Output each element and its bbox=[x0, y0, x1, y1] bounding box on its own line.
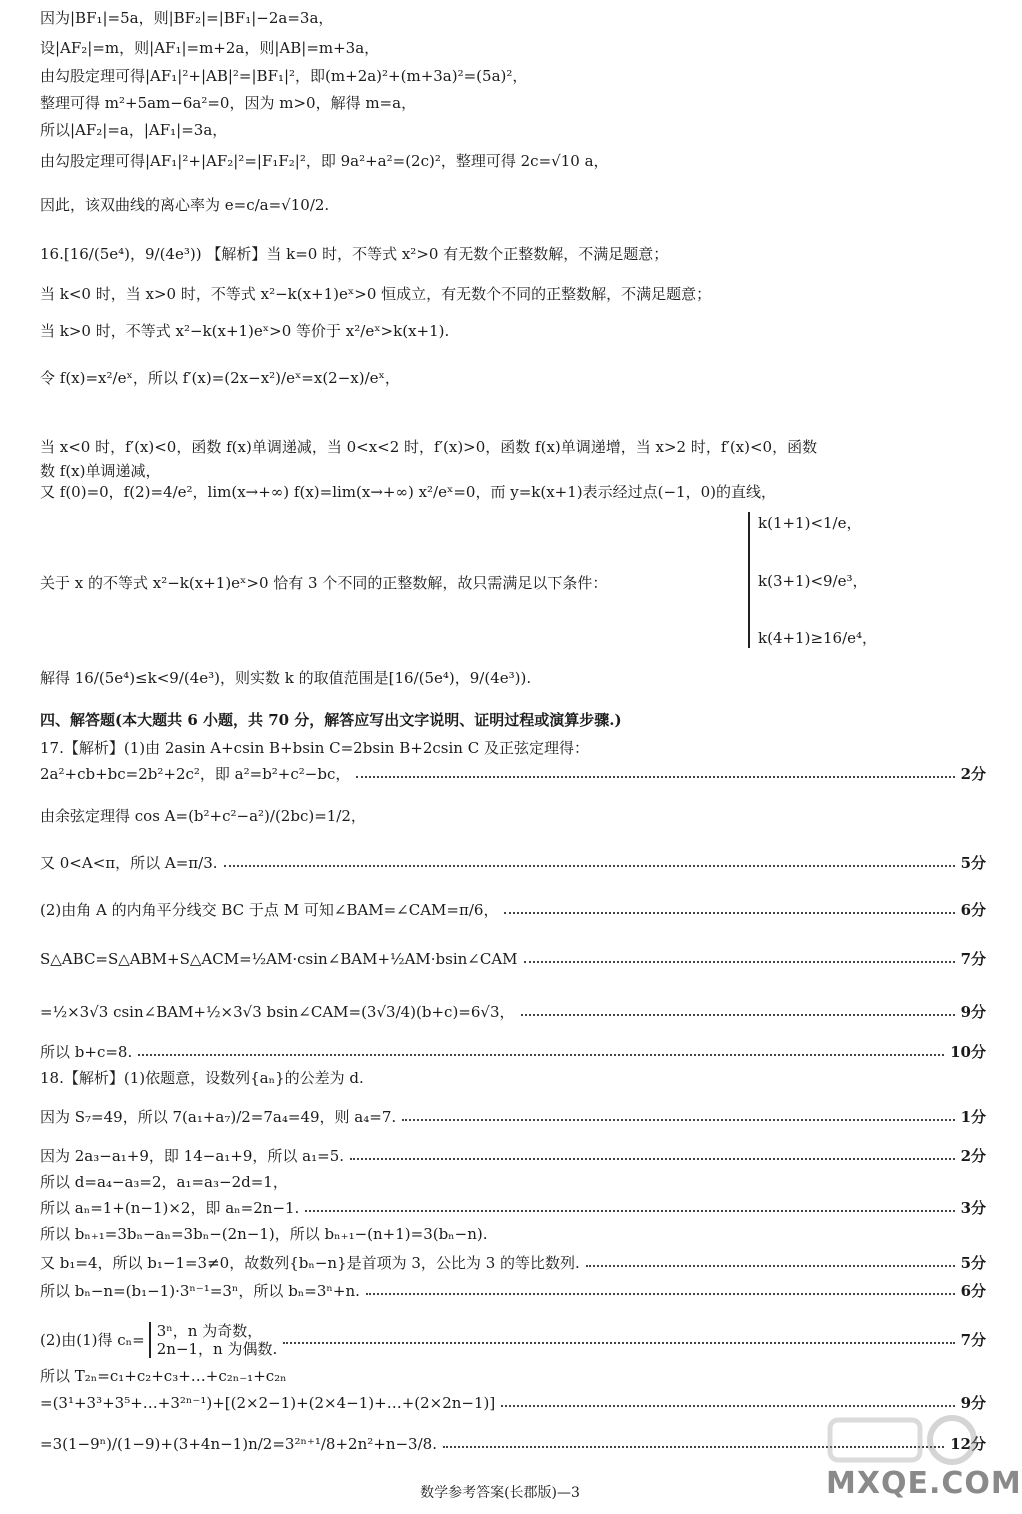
scored-line: 所以 aₙ=1+(n−1)×2，即 aₙ=2n−1. 3分 bbox=[40, 1199, 986, 1217]
score-label: 9分 bbox=[960, 1003, 986, 1021]
text-line: 当 k<0 时，当 x>0 时，不等式 x²−k(x+1)eˣ>0 恒成立，有无数个不同的正整数解，不满足题意； bbox=[40, 285, 712, 303]
text-line: 当 x<0 时，f′(x)<0，函数 f(x)单调递减，当 0<x<2 时，f′(x)>0，函数 f(x)单调递增，当 x>2 时，f′(x)<0，函数 bbox=[40, 438, 818, 456]
problem-17-header: 17.【解析】(1)由 2asin A+csin B+bsin C=2bsin B+2csin C 及正弦定理得： bbox=[40, 739, 589, 757]
score-label: 9分 bbox=[960, 1394, 986, 1412]
text-line: 由余弦定理得 cos A=(b²+c²−a²)/(2bc)=1/2， bbox=[40, 807, 366, 825]
score-label: 6分 bbox=[960, 901, 986, 919]
scored-line: 所以 bₙ−n=(b₁−1)·3ⁿ⁻¹=3ⁿ，所以 bₙ=3ⁿ+n. 6分 bbox=[40, 1282, 986, 1300]
score-label: 5分 bbox=[960, 1254, 986, 1272]
text-line: 因此，该双曲线的离心率为 e=c/a=√10/2. bbox=[40, 196, 330, 214]
page-footer: 数学参考答案(长郡版)—3 bbox=[420, 1485, 580, 1501]
score-label: 7分 bbox=[960, 1331, 986, 1349]
text-line: 由勾股定理可得|AF₁|²+|AF₂|²=|F₁F₂|²，即 9a²+a²=(2c)²，整理可得 2c=√10 a， bbox=[40, 152, 609, 170]
scored-line: (2)由角 A 的内角平分线交 BC 于点 M 可知∠BAM=∠CAM=π/6， 6分 bbox=[40, 901, 986, 919]
scored-line: 因为 2a₃−a₁+9，即 14−a₁+9，所以 a₁=5. 2分 bbox=[40, 1147, 986, 1165]
score-label: 5分 bbox=[960, 854, 986, 872]
text-line: 所以 d=a₄−a₃=2，a₁=a₃−2d=1， bbox=[40, 1173, 288, 1191]
text-line: 令 f(x)=x²/eˣ，所以 f′(x)=(2x−x²)/eˣ=x(2−x)/eˣ， bbox=[40, 369, 400, 387]
condition-2: k(3+1)<9/e³， bbox=[758, 571, 868, 590]
condition-1: k(1+1)<1/e， bbox=[758, 514, 862, 532]
problem-16-header: 16.[16/(5e⁴)，9/(4e³)) 【解析】当 k=0 时，不等式 x²>0 有无数个正整数解，不满足题意； bbox=[40, 245, 669, 263]
section-heading: 四、解答题(本大题共 6 小题，共 70 分，解答应写出文字说明、证明过程或演算步骤.) bbox=[40, 711, 622, 729]
text-line: 因为|BF₁|=5a，则|BF₂|=|BF₁|−2a=3a， bbox=[40, 9, 334, 27]
text-line: 整理可得 m²+5am−6a²=0，因为 m>0，解得 m=a， bbox=[40, 94, 417, 112]
text-line: 关于 x 的不等式 x²−k(x+1)eˣ>0 恰有 3 个不同的正整数解，故只需满足以下条件： bbox=[40, 574, 608, 592]
score-label: 1分 bbox=[960, 1108, 986, 1126]
score-label: 6分 bbox=[960, 1282, 986, 1300]
score-label: 3分 bbox=[960, 1199, 986, 1217]
score-label: 12分 bbox=[950, 1435, 986, 1453]
score-label: 2分 bbox=[960, 765, 986, 783]
text-line: 解得 16/(5e⁴)≤k<9/(4e³)，则实数 k 的取值范围是[16/(5e⁴)，9/(4e³)). bbox=[40, 669, 532, 687]
score-label: 7分 bbox=[960, 950, 986, 968]
text-line: 又 f(0)=0，f(2)=4/e²，lim(x→+∞) f(x)=lim(x→+∞) x²/eˣ=0，而 y=k(x+1)表示经过点(−1，0)的直线， bbox=[40, 483, 776, 501]
condition-3: k(4+1)≥16/e⁴， bbox=[758, 629, 878, 647]
text-line: 由勾股定理可得|AF₁|²+|AB|²=|BF₁|²，即(m+2a)²+(m+3a)²=(5a)²， bbox=[40, 67, 528, 85]
condition-system bbox=[748, 512, 877, 648]
watermark-text: MXQE.COM bbox=[826, 1466, 1022, 1501]
scored-line: =(3¹+3³+3⁵+…+3²ⁿ⁻¹)+[(2×2−1)+(2×4−1)+…+(2×2n−1)] 9分 bbox=[40, 1394, 986, 1412]
problem-18-header: 18.【解析】(1)依题意，设数列{aₙ}的公差为 d. bbox=[40, 1069, 364, 1087]
scored-line: S△ABC=S△ABM+S△ACM=½AM·csin∠BAM+½AM·bsin∠CAM 7分 bbox=[40, 950, 986, 968]
text-line: 所以|AF₂|=a，|AF₁|=3a， bbox=[40, 121, 228, 139]
scored-line: (2)由(1)得 cₙ= 3ⁿ，n 为奇数， 2n−1，n 为偶数. 7分 bbox=[40, 1322, 986, 1358]
text-line: 所以 T₂ₙ=c₁+c₂+c₃+…+c₂ₙ₋₁+c₂ₙ bbox=[40, 1367, 287, 1385]
scored-line: =3(1−9ⁿ)/(1−9)+(3+4n−1)n/2=3²ⁿ⁺¹/8+2n²+n−3/8. 12分 bbox=[40, 1435, 986, 1453]
text-line: 所以 bₙ₊₁=3bₙ−aₙ=3bₙ−(2n−1)，所以 bₙ₊₁−(n+1)=3(bₙ−n). bbox=[40, 1225, 488, 1243]
scored-line: 所以 b+c=8. 10分 bbox=[40, 1043, 986, 1061]
text-line: 当 k>0 时，不等式 x²−k(x+1)eˣ>0 等价于 x²/eˣ>k(x+1). bbox=[40, 322, 450, 340]
score-label: 10分 bbox=[950, 1043, 986, 1061]
piecewise-brace: 3ⁿ，n 为奇数， 2n−1，n 为偶数. bbox=[149, 1322, 278, 1358]
scored-line: 因为 S₇=49，所以 7(a₁+a₇)/2=7a₄=49，则 a₄=7. 1分 bbox=[40, 1108, 986, 1126]
scored-line: 又 b₁=4，所以 b₁−1=3≠0，故数列{bₙ−n}是首项为 3，公比为 3 的等比数列. 5分 bbox=[40, 1254, 986, 1272]
scored-line: =½×3√3 csin∠BAM+½×3√3 bsin∠CAM=(3√3/4)(b+c)=6√3， 9分 bbox=[40, 1003, 986, 1021]
scored-line: 又 0<A<π，所以 A=π/3. 5分 bbox=[40, 854, 986, 872]
text-line: 数 f(x)单调递减， bbox=[40, 462, 161, 480]
score-label: 2分 bbox=[960, 1147, 986, 1165]
scored-line: 2a²+cb+bc=2b²+2c²，即 a²=b²+c²−bc， 2分 bbox=[40, 765, 986, 783]
text-line: 设|AF₂|=m，则|AF₁|=m+2a，则|AB|=m+3a， bbox=[40, 39, 380, 57]
